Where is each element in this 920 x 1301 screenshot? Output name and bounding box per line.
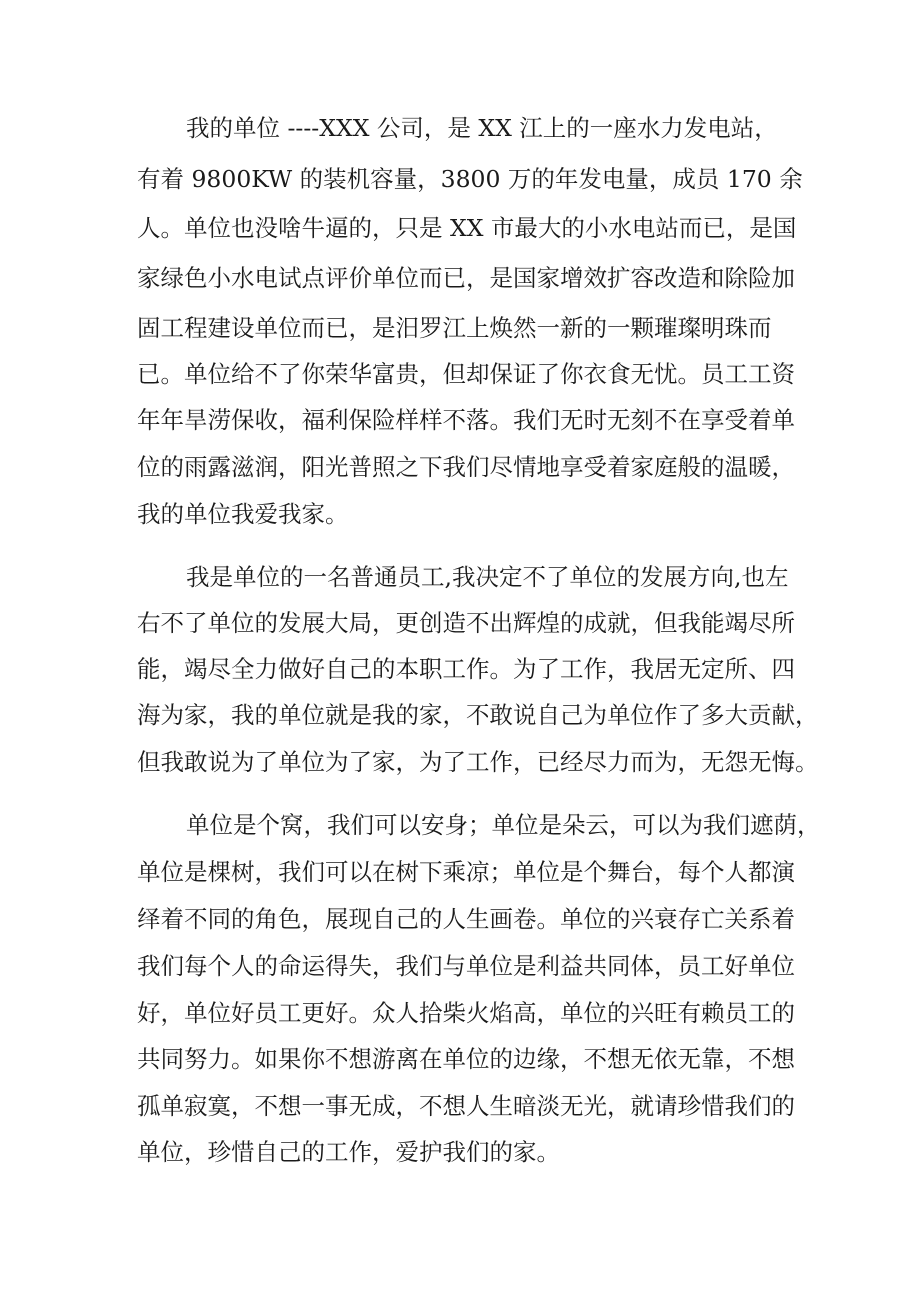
- paragraph-3-line-1: 单位是个窝，我们可以安身；单位是朵云，可以为我们遮荫，: [186, 811, 821, 839]
- paragraph-1-line-3: 人。单位也没啥牛逼的，只是 XX 市最大的小水电站而已，是国: [137, 214, 797, 242]
- paragraph-1-line-9: 我的单位我爱我家。: [137, 500, 349, 528]
- paragraph-2-line-1: 我是单位的一名普通员工,我决定不了单位的发展方向,也左: [186, 563, 789, 591]
- paragraph-1-line-4: 家绿色小水电试点评价单位而已，是国家增效扩容改造和除险加: [137, 264, 795, 292]
- paragraph-3-line-6: 共同努力。如果你不想游离在单位的边缘，不想无依无靠，不想: [137, 1045, 795, 1073]
- paragraph-1-line-6: 已。单位给不了你荣华富贵，但却保证了你衣食无忧。员工工资: [137, 360, 795, 388]
- paragraph-3-line-2: 单位是棵树，我们可以在树下乘凉；单位是个舞台，每个人都演: [137, 858, 795, 886]
- paragraph-2-line-5: 但我敢说为了单位为了家，为了工作，已经尽力而为，无怨无悔。: [137, 748, 819, 776]
- paragraph-1-line-1: 我的单位 ----XXX 公司，是 XX 江上的一座水力发电站，: [186, 114, 778, 142]
- paragraph-3-line-7: 孤单寂寞，不想一事无成，不想人生暗淡无光，就请珍惜我们的: [137, 1092, 795, 1120]
- paragraph-3-line-5: 好，单位好员工更好。众人拾柴火焰高，单位的兴旺有赖员工的: [137, 999, 795, 1027]
- paragraph-3-line-8: 单位，珍惜自己的工作，爱护我们的家。: [137, 1138, 560, 1166]
- paragraph-1-line-7: 年年旱涝保收，福利保险样样不落。我们无时无刻不在享受着单: [137, 406, 795, 434]
- paragraph-3-line-3: 绎着不同的角色，展现自己的人生画卷。单位的兴衰存亡关系着: [137, 905, 795, 933]
- paragraph-2-line-4: 海为家，我的单位就是我的家，不敢说自己为单位作了多大贡献，: [137, 701, 819, 729]
- paragraph-1-line-5: 固工程建设单位而已，是汨罗江上焕然一新的一颗璀璨明珠而: [137, 314, 772, 342]
- paragraph-2-line-3: 能，竭尽全力做好自己的本职工作。为了工作，我居无定所、四: [137, 655, 795, 683]
- paragraph-2-line-2: 右不了单位的发展大局，更创造不出辉煌的成就，但我能竭尽所: [137, 609, 795, 637]
- paragraph-1-line-8: 位的雨露滋润，阳光普照之下我们尽情地享受着家庭般的温暖，: [137, 453, 795, 481]
- paragraph-1-line-2: 有着 9800KW 的装机容量，3800 万的年发电量，成员 170 余: [137, 165, 803, 193]
- paragraph-3-line-4: 我们每个人的命运得失，我们与单位是利益共同体，员工好单位: [137, 952, 795, 980]
